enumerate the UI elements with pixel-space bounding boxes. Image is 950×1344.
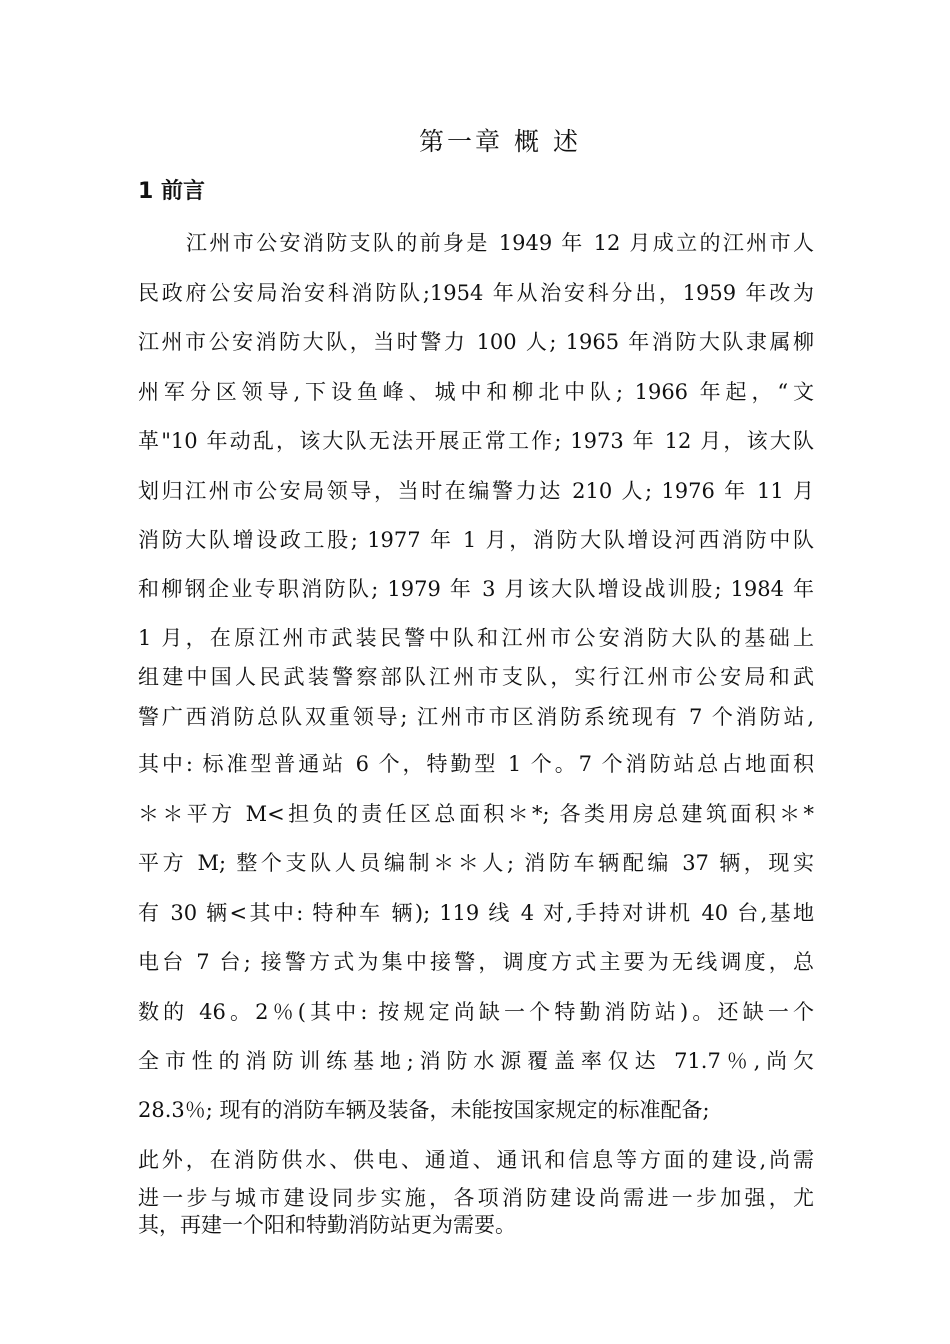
paragraph-line: 革"10 年动乱，该大队无法开展正常工作; 1973 年 12 月，该大队 xyxy=(138,429,814,453)
paragraph-line: 电台 7 台; 接警方式为集中接警，调度方式主要为无线调度，总 xyxy=(138,950,814,974)
paragraph-line: ＊＊平方 M<担负的责任区总面积＊*; 各类用房总建筑面积＊* xyxy=(138,802,814,826)
paragraph-line: 1 月，在原江州市武装民警中队和江州市公安消防大队的基础上 xyxy=(138,626,814,650)
paragraph-line: 全市性的消防训练基地;消防水源覆盖率仅达 71.7％,尚欠 xyxy=(138,1049,814,1073)
paragraph-line: 平方 M; 整个支队人员编制＊＊人; 消防车辆配编 37 辆，现实 xyxy=(138,851,814,875)
paragraph-line: 数的 46。2％(其中: 按规定尚缺一个特勤消防站)。还缺一个 xyxy=(138,1000,814,1024)
paragraph-line: 此外，在消防供水、供电、通道、通讯和信息等方面的建设,尚需 xyxy=(138,1148,814,1172)
paragraph-line: 警广西消防总队双重领导; 江州市市区消防系统现有 7 个消防站, xyxy=(138,705,814,729)
paragraph-line: 进一步与城市建设同步实施，各项消防建设尚需进一步加强，尤 xyxy=(138,1186,814,1210)
paragraph-line: 江州市公安消防支队的前身是 1949 年 12 月成立的江州市人 xyxy=(186,231,814,255)
paragraph-line: 28.3％; 现有的消防车辆及装备，未能按国家规定的标准配备; xyxy=(138,1098,710,1122)
section-heading: 1 前言 xyxy=(138,179,205,204)
paragraph-line: 其，再建一个阳和特勤消防站更为需要。 xyxy=(138,1213,516,1237)
paragraph-line: 州军分区领导,下设鱼峰、城中和柳北中队; 1966 年起，“文 xyxy=(138,380,814,404)
paragraph-line: 划归江州市公安局领导，当时在编警力达 210 人; 1976 年 11 月 xyxy=(138,479,814,503)
paragraph-line: 消防大队增设政工股; 1977 年 1 月，消防大队增设河西消防中队 xyxy=(138,528,814,552)
paragraph-line: 江州市公安消防大队，当时警力 100 人; 1965 年消防大队隶属柳 xyxy=(138,330,814,354)
chapter-title: 第一章 概 述 xyxy=(419,127,581,156)
paragraph-line: 和柳钢企业专职消防队; 1979 年 3 月该大队增设战训股; 1984 年 xyxy=(138,577,814,601)
paragraph-line: 民政府公安局治安科消防队;1954 年从治安科分出，1959 年改为 xyxy=(138,281,814,305)
paragraph-line: 有 30 辆<其中: 特种车 辆); 119 线 4 对,手持对讲机 40 台,基地 xyxy=(138,901,814,925)
paragraph-line: 组建中国人民武装警察部队江州市支队，实行江州市公安局和武 xyxy=(138,665,814,689)
paragraph-line: 其中: 标准型普通站 6 个，特勤型 1 个。7 个消防站总占地面积 xyxy=(138,752,814,776)
